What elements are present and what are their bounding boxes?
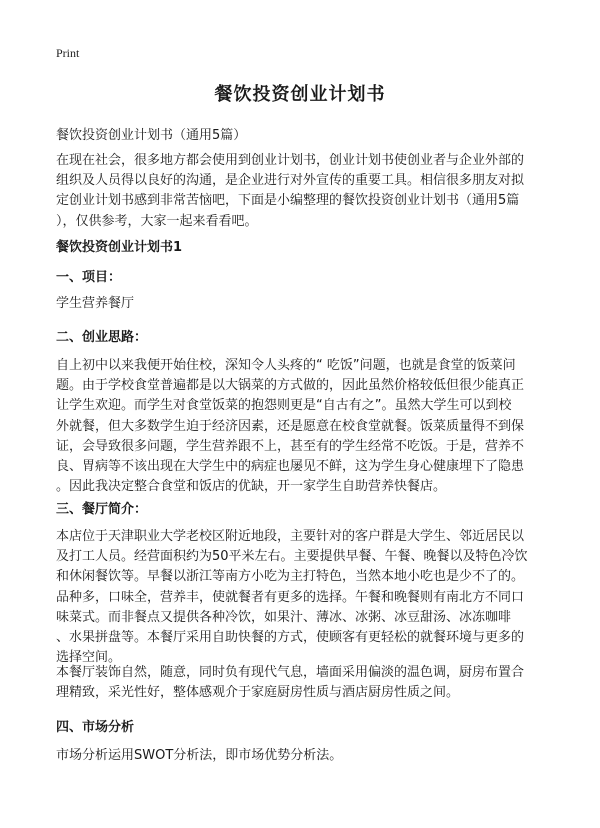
restaurant-intro-line: 选择空间。: [56, 650, 122, 666]
intro-line: 定创业计划书感到非常苦恼吧，下面是小编整理的餐饮投资创业计划书（通用5篇: [56, 193, 520, 209]
restaurant-intro-line: 味菜式。而非餐点又提供各种冷饮，如果汁、薄冰、冰粥、冰豆甜汤、冰冻咖啡: [56, 609, 512, 625]
decor-line: 理精致，采光性好，整体感观介于家庭厨房性质与酒店厨房性质之间。: [56, 685, 460, 701]
section-heading-market: 四、市场分析: [56, 720, 135, 735]
intro-paragraph: [56, 151, 552, 232]
intro-line: 在现在社会，很多地方都会使用到创业计划书，创业计划书使创业者与企业外部的: [56, 153, 525, 168]
idea-paragraph: [56, 356, 552, 497]
project-text: 学生营养餐厅: [56, 296, 135, 311]
section-heading-idea: 二、创业思路：: [56, 330, 148, 345]
idea-line: 证，会导致很多问题，学生营养跟不上，甚至有的学生经常不吃饭。于是，营养不: [56, 438, 525, 454]
restaurant-intro-line: 及打工人员。经营面积约为50平米左右。主要提供早餐、午餐、晚餐以及特色冷饮: [56, 549, 528, 565]
print-link[interactable]: Print: [56, 46, 80, 60]
document-subtitle: 餐饮投资创业计划书（通用5篇）: [56, 128, 247, 143]
plan-heading: 餐饮投资创业计划书1: [56, 240, 183, 255]
page-title: 餐饮投资创业计划书: [214, 84, 386, 105]
idea-line: 自上初中以来我便开始住校，深知令人头疼的“ 吃饭”问题，也就是食堂的饭菜问: [56, 358, 516, 373]
section-heading-restaurant-intro: 三、餐厅简介：: [56, 502, 148, 517]
restaurant-intro-line: 和休闲餐饮等。早餐以浙江等南方小吃为主打特色，当然本地小吃也是少不了的。: [56, 569, 525, 585]
restaurant-intro-line: 、水果拼盘等。本餐厅采用自助快餐的方式，使顾客有更轻松的就餐环境与更多的: [56, 630, 525, 646]
idea-line: 。因此我决定整合食堂和饭店的优缺，开一家学生自助营养快餐店。: [56, 479, 447, 495]
restaurant-intro-paragraph: [56, 527, 552, 668]
decor-paragraph: [56, 663, 552, 703]
idea-line: 题。由于学校食堂普遍都是以大锅菜的方式做的，因此虽然价格较低但很少能真正: [56, 378, 525, 394]
idea-line: 让学生欢迎。而学生对食堂饭菜的抱怨则更是“自古有之”。虽然大学生可以到校: [56, 398, 512, 414]
restaurant-intro-line: 品种多，口味全，营养丰，使就餐者有更多的选择。午餐和晚餐则有南北方不同口: [56, 589, 525, 605]
section-heading-project: 一、项目：: [56, 270, 122, 285]
restaurant-intro-line: 本店位于天津职业大学老校区附近地段，主要针对的客户群是大学生、邻近居民以: [56, 529, 525, 544]
intro-line: ），仅供参考，大家一起来看看吧。: [56, 213, 258, 229]
idea-line: 外就餐，但大多数学生迫于经济因素，还是愿意在校食堂就餐。饭菜质量得不到保: [56, 418, 525, 434]
market-text: 市场分析运用SWOT分析法，即市场优势分析法。: [56, 748, 343, 763]
idea-line: 良、胃病等不该出现在大学生中的病症也屡见不鲜，这为学生身心健康埋下了隐患: [56, 459, 525, 475]
decor-line: 本餐厅装饰自然，随意，同时负有现代气息，墙面采用偏淡的温色调，厨房布置合: [56, 665, 525, 680]
intro-line: 组织及人员得以良好的沟通，是企业进行对外宣传的重要工具。相信很多朋友对拟: [56, 173, 525, 189]
